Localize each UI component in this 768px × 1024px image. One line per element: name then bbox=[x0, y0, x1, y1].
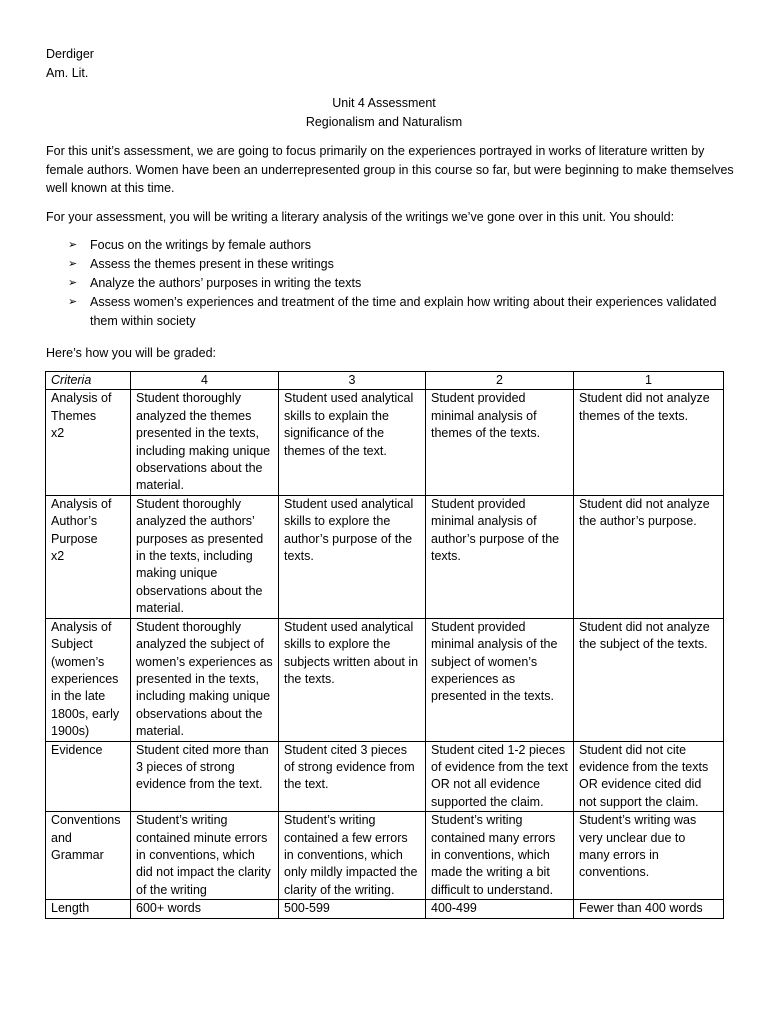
table-cell: Student’s writing contained many errors in conventions, which made the writing a bit difficult to understand. bbox=[426, 812, 574, 900]
table-cell: Student provided minimal analysis of themes of the texts. bbox=[426, 390, 574, 495]
table-cell: Student thoroughly analyzed the themes presented in the texts, including making unique observations about the material. bbox=[131, 390, 279, 495]
list-item: ➢ Analyze the authors’ purposes in writing the texts bbox=[68, 274, 728, 293]
table-cell: Student did not analyze the author’s purpose. bbox=[574, 495, 724, 618]
column-header-score-2: 2 bbox=[426, 372, 574, 390]
criterion-label: Length bbox=[46, 900, 131, 918]
table-cell: Student’s writing contained minute errors in conventions, which did not impact the clarity of the writing bbox=[131, 812, 279, 900]
table-cell: Student thoroughly analyzed the authors’ purposes as presented in the texts, including making unique observations about the material. bbox=[131, 495, 279, 618]
table-cell: Student cited 1-2 pieces of evidence from the text OR not all evidence supported the claim. bbox=[426, 741, 574, 812]
document-title: Unit 4 Assessment bbox=[332, 96, 436, 110]
table-cell: Student used analytical skills to explain the significance of the themes of the text. bbox=[279, 390, 426, 495]
course-name: Am. Lit. bbox=[46, 66, 89, 80]
table-row bbox=[46, 390, 724, 495]
grading-intro: Here’s how you will be graded: bbox=[46, 346, 217, 360]
author-name: Derdiger bbox=[46, 47, 94, 61]
table-cell: Student used analytical skills to explore the subjects written about in the texts. bbox=[279, 618, 426, 741]
column-header-score-1: 1 bbox=[574, 372, 724, 390]
arrow-bullet-icon: ➢ bbox=[68, 277, 78, 289]
column-header-criteria: Criteria bbox=[46, 372, 131, 390]
column-header-score-4: 4 bbox=[131, 372, 279, 390]
table-cell: Student’s writing contained a few errors in conventions, which only mildly impacted the clarity of the writing. bbox=[279, 812, 426, 900]
intro-paragraph: For this unit’s assessment, we are going to focus primarily on the experiences portrayed in works of literature written by female authors. Women have been an underrepresented group in this course so far, but were beginning to make themselves well known at this time. bbox=[46, 144, 734, 195]
criterion-label: Conventions and Grammar bbox=[46, 812, 131, 900]
table-row bbox=[46, 812, 724, 900]
table-cell: 400-499 bbox=[426, 900, 574, 918]
document-subtitle: Regionalism and Naturalism bbox=[305, 115, 463, 129]
table-cell: Student provided minimal analysis of the subject of women’s experiences as presented in the texts. bbox=[426, 618, 574, 741]
criterion-label: Analysis of Subject (women’s experiences in the late 1800s, early 1900s) bbox=[46, 618, 131, 741]
table-row bbox=[46, 900, 724, 918]
list-item: ➢ Focus on the writings by female authors bbox=[68, 236, 728, 255]
table-cell: Student cited more than 3 pieces of strong evidence from the text. bbox=[131, 741, 279, 812]
table-cell: Student thoroughly analyzed the subject of women’s experiences as presented in the texts, including making unique observations about the material. bbox=[131, 618, 279, 741]
requirements-list bbox=[68, 236, 728, 331]
rubric-table bbox=[45, 371, 724, 919]
table-row bbox=[46, 741, 724, 812]
table-cell: Student did not analyze themes of the texts. bbox=[574, 390, 724, 495]
criterion-label: Analysis of Themes x2 bbox=[46, 390, 131, 495]
table-cell: 600+ words bbox=[131, 900, 279, 918]
list-item: ➢ Assess the themes present in these writings bbox=[68, 255, 728, 274]
table-cell: Student did not analyze the subject of the texts. bbox=[574, 618, 724, 741]
column-header-score-3: 3 bbox=[279, 372, 426, 390]
criterion-label: Evidence bbox=[46, 741, 131, 812]
instructions-paragraph: For your assessment, you will be writing a literary analysis of the writings we’ve gone over in this unit. You should: bbox=[46, 210, 675, 224]
table-row bbox=[46, 618, 724, 741]
arrow-bullet-icon: ➢ bbox=[68, 239, 78, 251]
table-cell: Student did not cite evidence from the texts OR evidence cited did not support the claim. bbox=[574, 741, 724, 812]
table-cell: Student provided minimal analysis of author’s purpose of the texts. bbox=[426, 495, 574, 618]
table-cell: Fewer than 400 words bbox=[574, 900, 724, 918]
table-cell: 500-599 bbox=[279, 900, 426, 918]
table-header-row bbox=[46, 372, 724, 390]
table-row bbox=[46, 495, 724, 618]
criterion-label: Analysis of Author’s Purpose x2 bbox=[46, 495, 131, 618]
arrow-bullet-icon: ➢ bbox=[68, 296, 78, 308]
table-cell: Student’s writing was very unclear due to many errors in conventions. bbox=[574, 812, 724, 900]
table-cell: Student cited 3 pieces of strong evidence from the text. bbox=[279, 741, 426, 812]
table-cell: Student used analytical skills to explore the author’s purpose of the texts. bbox=[279, 495, 426, 618]
list-item: ➢ Assess women’s experiences and treatment of the time and explain how writing about their experiences validated them within society bbox=[68, 295, 717, 328]
arrow-bullet-icon: ➢ bbox=[68, 258, 78, 270]
